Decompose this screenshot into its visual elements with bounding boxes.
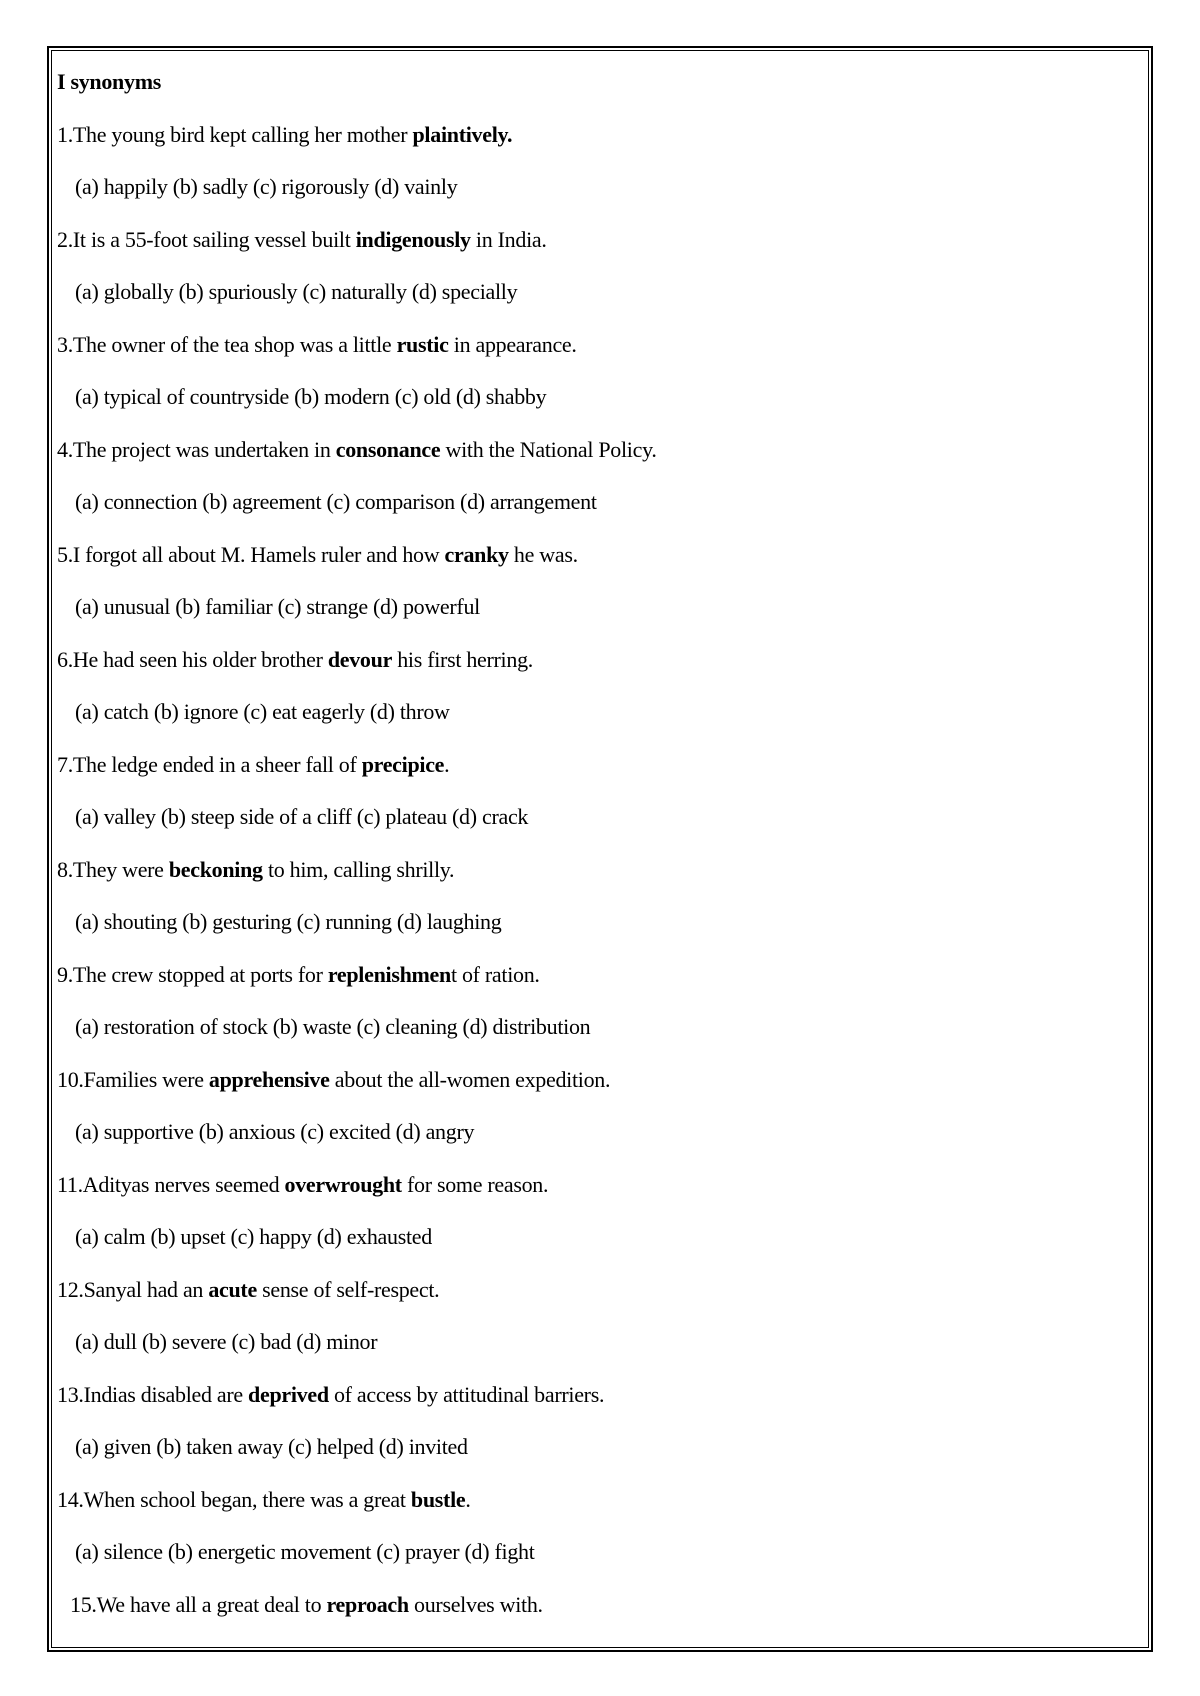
worksheet-content <box>57 56 1137 1631</box>
question-8: 8.They were beckoning to him, calling shrilly. <box>57 856 455 882</box>
target-word: replenishmen <box>327 961 451 987</box>
target-word: acute <box>208 1276 257 1302</box>
options-14: (a) silence (b) energetic movement (c) prayer (d) fight <box>75 1539 535 1564</box>
question-1: 1.The young bird kept calling her mother plaintively. <box>57 121 513 147</box>
options-7: (a) valley (b) steep side of a cliff (c) plateau (d) crack <box>75 804 529 829</box>
options-12: (a) dull (b) severe (c) bad (d) minor <box>75 1329 378 1354</box>
question-5: 5.I forgot all about M. Hamels ruler and how cranky he was. <box>57 541 578 567</box>
target-word: bustle <box>410 1486 466 1512</box>
question-14: 14.When school began, there was a great bustle. <box>57 1486 471 1512</box>
question-10: 10.Families were apprehensive about the all-women expedition. <box>57 1066 611 1092</box>
target-word: precipice <box>361 751 445 777</box>
target-word: rustic <box>396 331 449 357</box>
target-word: beckoning <box>168 856 263 882</box>
target-word: reproach <box>326 1591 409 1617</box>
target-word: consonance <box>335 436 441 462</box>
options-2: (a) globally (b) spuriously (c) naturally (d) specially <box>75 279 518 304</box>
question-11: 11.Adityas nerves seemed overwrought for some reason. <box>57 1171 549 1197</box>
question-2: 2.It is a 55-foot sailing vessel built indigenously in India. <box>57 226 547 252</box>
target-word: cranky <box>444 541 509 567</box>
question-15: 15.We have all a great deal to reproach ourselves with. <box>70 1591 543 1617</box>
target-word: indigenously <box>355 226 471 252</box>
target-word: plaintively. <box>412 121 513 147</box>
options-4: (a) connection (b) agreement (c) comparison (d) arrangement <box>75 489 597 514</box>
question-9: 9.The crew stopped at ports for replenishment of ration. <box>57 961 540 987</box>
target-word: overwrought <box>284 1171 402 1197</box>
options-11: (a) calm (b) upset (c) happy (d) exhausted <box>75 1224 432 1249</box>
question-13: 13.Indias disabled are deprived of access by attitudinal barriers. <box>57 1381 605 1407</box>
question-6: 6.He had seen his older brother devour his first herring. <box>57 646 533 672</box>
question-4: 4.The project was undertaken in consonance with the National Policy. <box>57 436 657 462</box>
options-13: (a) given (b) taken away (c) helped (d) invited <box>75 1434 468 1459</box>
question-7: 7.The ledge ended in a sheer fall of precipice. <box>57 751 450 777</box>
options-1: (a) happily (b) sadly (c) rigorously (d) vainly <box>75 174 458 199</box>
options-8: (a) shouting (b) gesturing (c) running (d) laughing <box>75 909 502 934</box>
options-6: (a) catch (b) ignore (c) eat eagerly (d) throw <box>75 699 450 724</box>
section-heading: I synonyms <box>57 69 161 94</box>
question-12: 12.Sanyal had an acute sense of self-respect. <box>57 1276 440 1302</box>
target-word: deprived <box>248 1381 329 1407</box>
options-5: (a) unusual (b) familiar (c) strange (d) powerful <box>75 594 480 619</box>
options-10: (a) supportive (b) anxious (c) excited (d) angry <box>75 1119 475 1144</box>
target-word: devour <box>327 646 393 672</box>
question-3: 3.The owner of the tea shop was a little rustic in appearance. <box>57 331 577 357</box>
options-9: (a) restoration of stock (b) waste (c) cleaning (d) distribution <box>75 1014 591 1039</box>
options-3: (a) typical of countryside (b) modern (c) old (d) shabby <box>75 384 547 409</box>
target-word: apprehensive <box>208 1066 330 1092</box>
